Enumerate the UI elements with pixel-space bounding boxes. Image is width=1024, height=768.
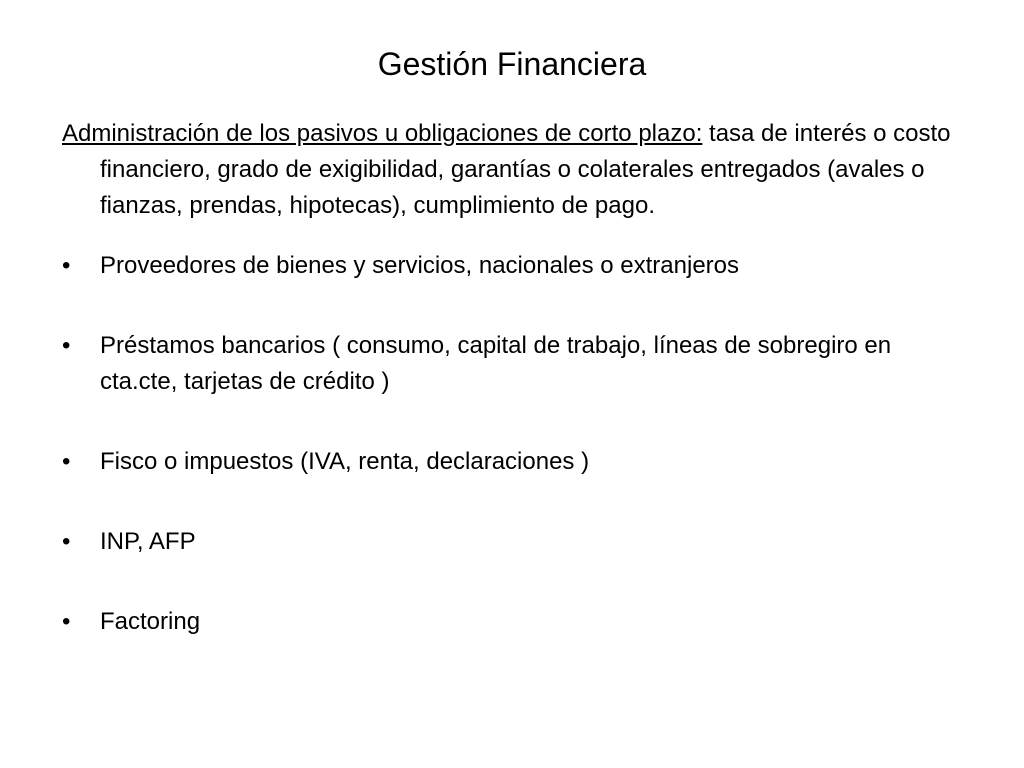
slide-title: Gestión Financiera xyxy=(377,46,647,82)
slide-body xyxy=(62,116,962,640)
bullet-dot-icon: • xyxy=(62,448,71,475)
bullet-dot-icon: • xyxy=(62,608,71,635)
intro-paragraph xyxy=(62,116,962,224)
bullet-item-inp-afp xyxy=(62,524,962,560)
bullet-text: INP, AFP xyxy=(100,528,196,555)
bullet-dot-icon: • xyxy=(62,528,71,555)
bullet-item-fisco xyxy=(62,444,962,480)
intro-heading: Administración de los pasivos u obligaciones de corto plazo: xyxy=(62,120,703,147)
bullet-item-factoring xyxy=(62,604,962,640)
bullet-text: Préstamos bancarios ( consumo, capital de trabajo, líneas de sobregiro en cta.cte, tarjetas de crédito ) xyxy=(100,332,892,395)
bullet-item-prestamos xyxy=(62,328,962,400)
bullet-item-proveedores xyxy=(62,248,962,284)
bullet-dot-icon: • xyxy=(62,252,71,279)
bullet-text: Proveedores de bienes y servicios, nacionales o extranjeros xyxy=(100,252,740,279)
bullet-text: Fisco o impuestos (IVA, renta, declaraciones ) xyxy=(100,448,590,475)
bullet-text: Factoring xyxy=(100,608,201,635)
bullet-dot-icon: • xyxy=(62,332,71,359)
intro-text: tasa de interés o costo financiero, grado de exigibilidad, garantías o colaterales entregados (avales o fianzas, prendas, hipotecas), cumplimiento de pago. xyxy=(100,120,951,219)
